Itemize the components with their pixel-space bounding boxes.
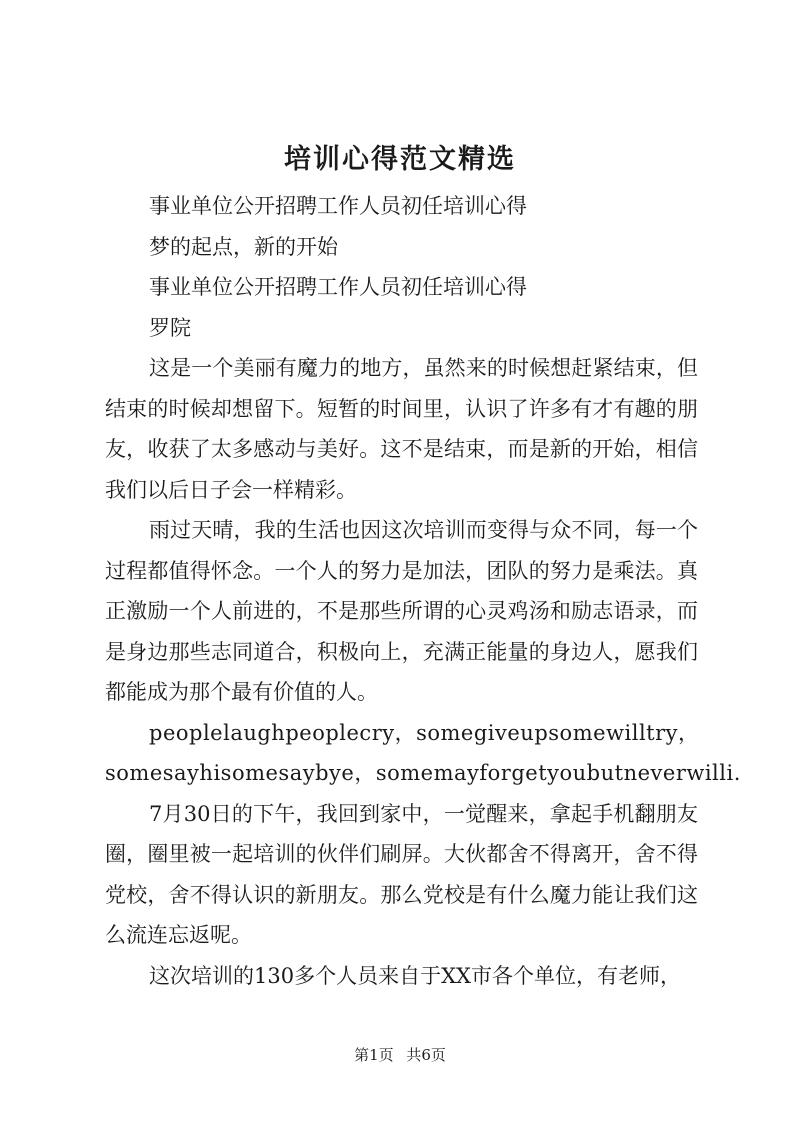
page-number: 第1页 bbox=[354, 1046, 394, 1064]
subtitle-line: 事业单位公开招聘工作人员初任培训心得 bbox=[149, 194, 527, 218]
body-paragraph: 雨过天晴，我的生活也因这次培训而变得与众不同，每一个过程都值得怀念。一个人的努力是加法，团队的努力是乘法。真正激励一个人前进的，不是那些所谓的心灵鸡汤和励志语录，而是身边那些志同道合，积极向上，充满正能量的身边人，愿我们都能成为那个最有价值的人。 bbox=[105, 518, 698, 704]
english-quote-separator: ， bbox=[678, 720, 700, 745]
body-paragraph: 这是一个美丽有魔力的地方，虽然来的时候想赶紧结束，但结束的时候却想留下。短暂的时间里，认识了许多有才有趣的朋友，收获了太多感动与美好。这不是结束，而是新的开始，相信我们以后日子会一样精彩。 bbox=[105, 356, 698, 502]
english-quote-line: somesayhisomesaybye，somemayforgetyoubutneverwilli. bbox=[105, 761, 741, 785]
english-quote-separator: ， bbox=[394, 720, 417, 745]
document-body bbox=[105, 186, 741, 996]
document-title: 培训心得范文精选 bbox=[284, 144, 516, 175]
page-footer bbox=[0, 1045, 800, 1065]
subtitle-line: 梦的起点，新的开始 bbox=[149, 234, 338, 259]
body-paragraph: 这次培训的130多个人员来自于XX市各个单位，有老师， bbox=[149, 963, 681, 988]
page-total: 共6页 bbox=[406, 1046, 446, 1064]
english-quote-part: peoplelaughpeoplecry bbox=[149, 720, 395, 745]
body-paragraph: 7月30日的下午，我回到家中，一觉醒来，拿起手机翻朋友圈，圈里被一起培训的伙伴们刷屏。大伙都舍不得离开，舍不得党校，舍不得认识的新朋友。那么党校是有什么魔力能让我们这么流连忘返呢。 bbox=[105, 801, 698, 947]
author-name: 罗院 bbox=[149, 315, 191, 340]
english-quote-line bbox=[105, 713, 698, 754]
subtitle-line: 事业单位公开招聘工作人员初任培训心得 bbox=[149, 275, 527, 299]
english-quote-part: somegiveupsomewilltry bbox=[416, 720, 678, 745]
